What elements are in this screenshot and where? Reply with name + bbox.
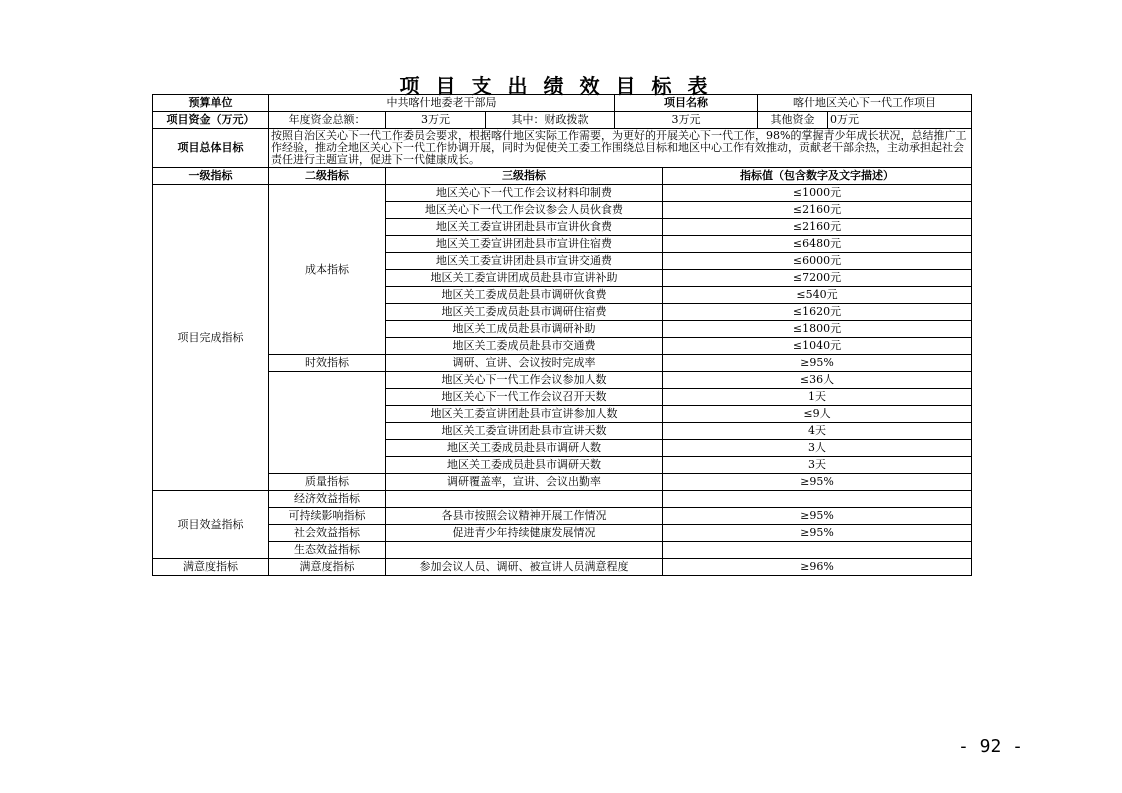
indicator-name: 地区关心下一代工作会议材料印制费 [386,185,663,202]
indicator-value: ≤540元 [663,287,972,304]
indicator-value [663,542,972,559]
indicator-name: 地区关工委成员赴县市调研天数 [386,457,663,474]
indicator-value: ≥95% [663,474,972,491]
col-level2: 二级指标 [269,168,386,185]
table-row [153,542,972,559]
benefit-label: 项目效益指标 [153,491,269,559]
indicator-name: 调研、宣讲、会议按时完成率 [386,355,663,372]
indicator-value: ≥96% [663,559,972,576]
page-number: - 92 - [958,736,1024,757]
indicator-value: 3天 [663,457,972,474]
indicator-value: 1天 [663,389,972,406]
time-label: 时效指标 [269,355,386,372]
indicator-value: ≤9人 [663,406,972,423]
indicator-value: ≤1000元 [663,185,972,202]
social-label: 社会效益指标 [269,525,386,542]
satisfaction-sub-label: 满意度指标 [269,559,386,576]
indicator-name: 地区关心下一代工作会议召开天数 [386,389,663,406]
col-value: 指标值（包含数字及文字描述） [663,168,972,185]
budget-unit-label: 预算单位 [153,95,269,112]
table-row [153,355,972,372]
indicator-value: ≤6000元 [663,253,972,270]
funds-row [153,112,972,129]
other-funds-label: 其他资金 [758,112,828,129]
completion-label: 项目完成指标 [153,185,269,491]
eco-label: 生态效益指标 [269,542,386,559]
indicator-name: 地区关工委成员赴县市交通费 [386,338,663,355]
indicator-name: 调研覆盖率，宣讲、会议出勤率 [386,474,663,491]
indicator-value: ≤2160元 [663,202,972,219]
fiscal-value: 3万元 [615,112,758,129]
indicator-value: ≥95% [663,525,972,542]
satisfaction-label: 满意度指标 [153,559,269,576]
table-row [153,508,972,525]
indicator-name: 地区关工委成员赴县市调研住宿费 [386,304,663,321]
indicator-value: 4天 [663,423,972,440]
col-level3: 三级指标 [386,168,663,185]
indicator-value: ≤7200元 [663,270,972,287]
sustain-label: 可持续影响指标 [269,508,386,525]
table-row [153,185,972,202]
indicator-name: 促进青少年持续健康发展情况 [386,525,663,542]
indicator-name: 参加会议人员、调研、被宣讲人员满意程度 [386,559,663,576]
cost-label: 成本指标 [269,185,386,355]
indicator-value: ≤36人 [663,372,972,389]
indicator-value: ≤1040元 [663,338,972,355]
table-row [153,491,972,508]
indicator-name: 地区关心下一代工作会议参会人员伙食费 [386,202,663,219]
project-name-value: 喀什地区关心下一代工作项目 [758,95,972,112]
indicator-value: ≤6480元 [663,236,972,253]
indicator-value: ≥95% [663,355,972,372]
budget-unit-row [153,95,972,112]
indicator-name: 地区关工委成员赴县市调研伙食费 [386,287,663,304]
table-row [153,474,972,491]
page-title: 项目支出绩效目标表 [399,74,724,98]
col-level1: 一级指标 [153,168,269,185]
indicator-name: 各县市按照会议精神开展工作情况 [386,508,663,525]
annual-total-label: 年度资金总额： [269,112,386,129]
funds-label: 项目资金（万元） [153,112,269,129]
indicator-value: 3人 [663,440,972,457]
indicator-value: ≥95% [663,508,972,525]
budget-unit-value: 中共喀什地委老干部局 [269,95,615,112]
indicator-value: ≤1620元 [663,304,972,321]
indicator-name: 地区关工委宣讲团赴县市宣讲参加人数 [386,406,663,423]
indicator-name: 地区关工委成员赴县市调研人数 [386,440,663,457]
indicator-name: 地区关工委宣讲团赴县市宣讲交通费 [386,253,663,270]
indicator-value: ≤2160元 [663,219,972,236]
indicator-name: 地区关心下一代工作会议参加人数 [386,372,663,389]
table-row [153,525,972,542]
indicator-value: ≤1800元 [663,321,972,338]
overall-goal-label: 项目总体目标 [153,129,269,168]
performance-table [152,94,972,576]
project-name-label: 项目名称 [615,95,758,112]
table-row [153,372,972,389]
indicator-name [386,491,663,508]
indicator-name: 地区关工委宣讲团赴县市宣讲天数 [386,423,663,440]
column-header-row [153,168,972,185]
table-row [153,559,972,576]
of-which-label: 其中：财政拨款 [486,112,615,129]
other-funds-value: 0万元 [828,112,972,129]
indicator-name [386,542,663,559]
indicator-name: 地区关工委宣讲团赴县市宣讲伙食费 [386,219,663,236]
indicator-name: 地区关工委宣讲团成员赴县市宣讲补助 [386,270,663,287]
quantity-label-empty [269,372,386,474]
economic-label: 经济效益指标 [269,491,386,508]
indicator-value [663,491,972,508]
annual-total-value: 3万元 [386,112,486,129]
overall-goal-row [153,129,972,168]
overall-goal-text: 按照自治区关心下一代工作委员会要求，根据喀什地区实际工作需要，为更好的开展关心下一代工作，98%的掌握青少年成长状况，总结推广工作经验，推动全地区关心下一代工作协调开展，同时为促使关工委工作围绕总目标和地区中心工作有效推动，贡献老干部余热，主动承担起社会责任进行主题宣讲，促进下一代健康成长。 [269,129,972,168]
indicator-name: 地区关工委宣讲团赴县市宣讲住宿费 [386,236,663,253]
indicator-name: 地区关工成员赴县市调研补助 [386,321,663,338]
quality-label: 质量指标 [269,474,386,491]
